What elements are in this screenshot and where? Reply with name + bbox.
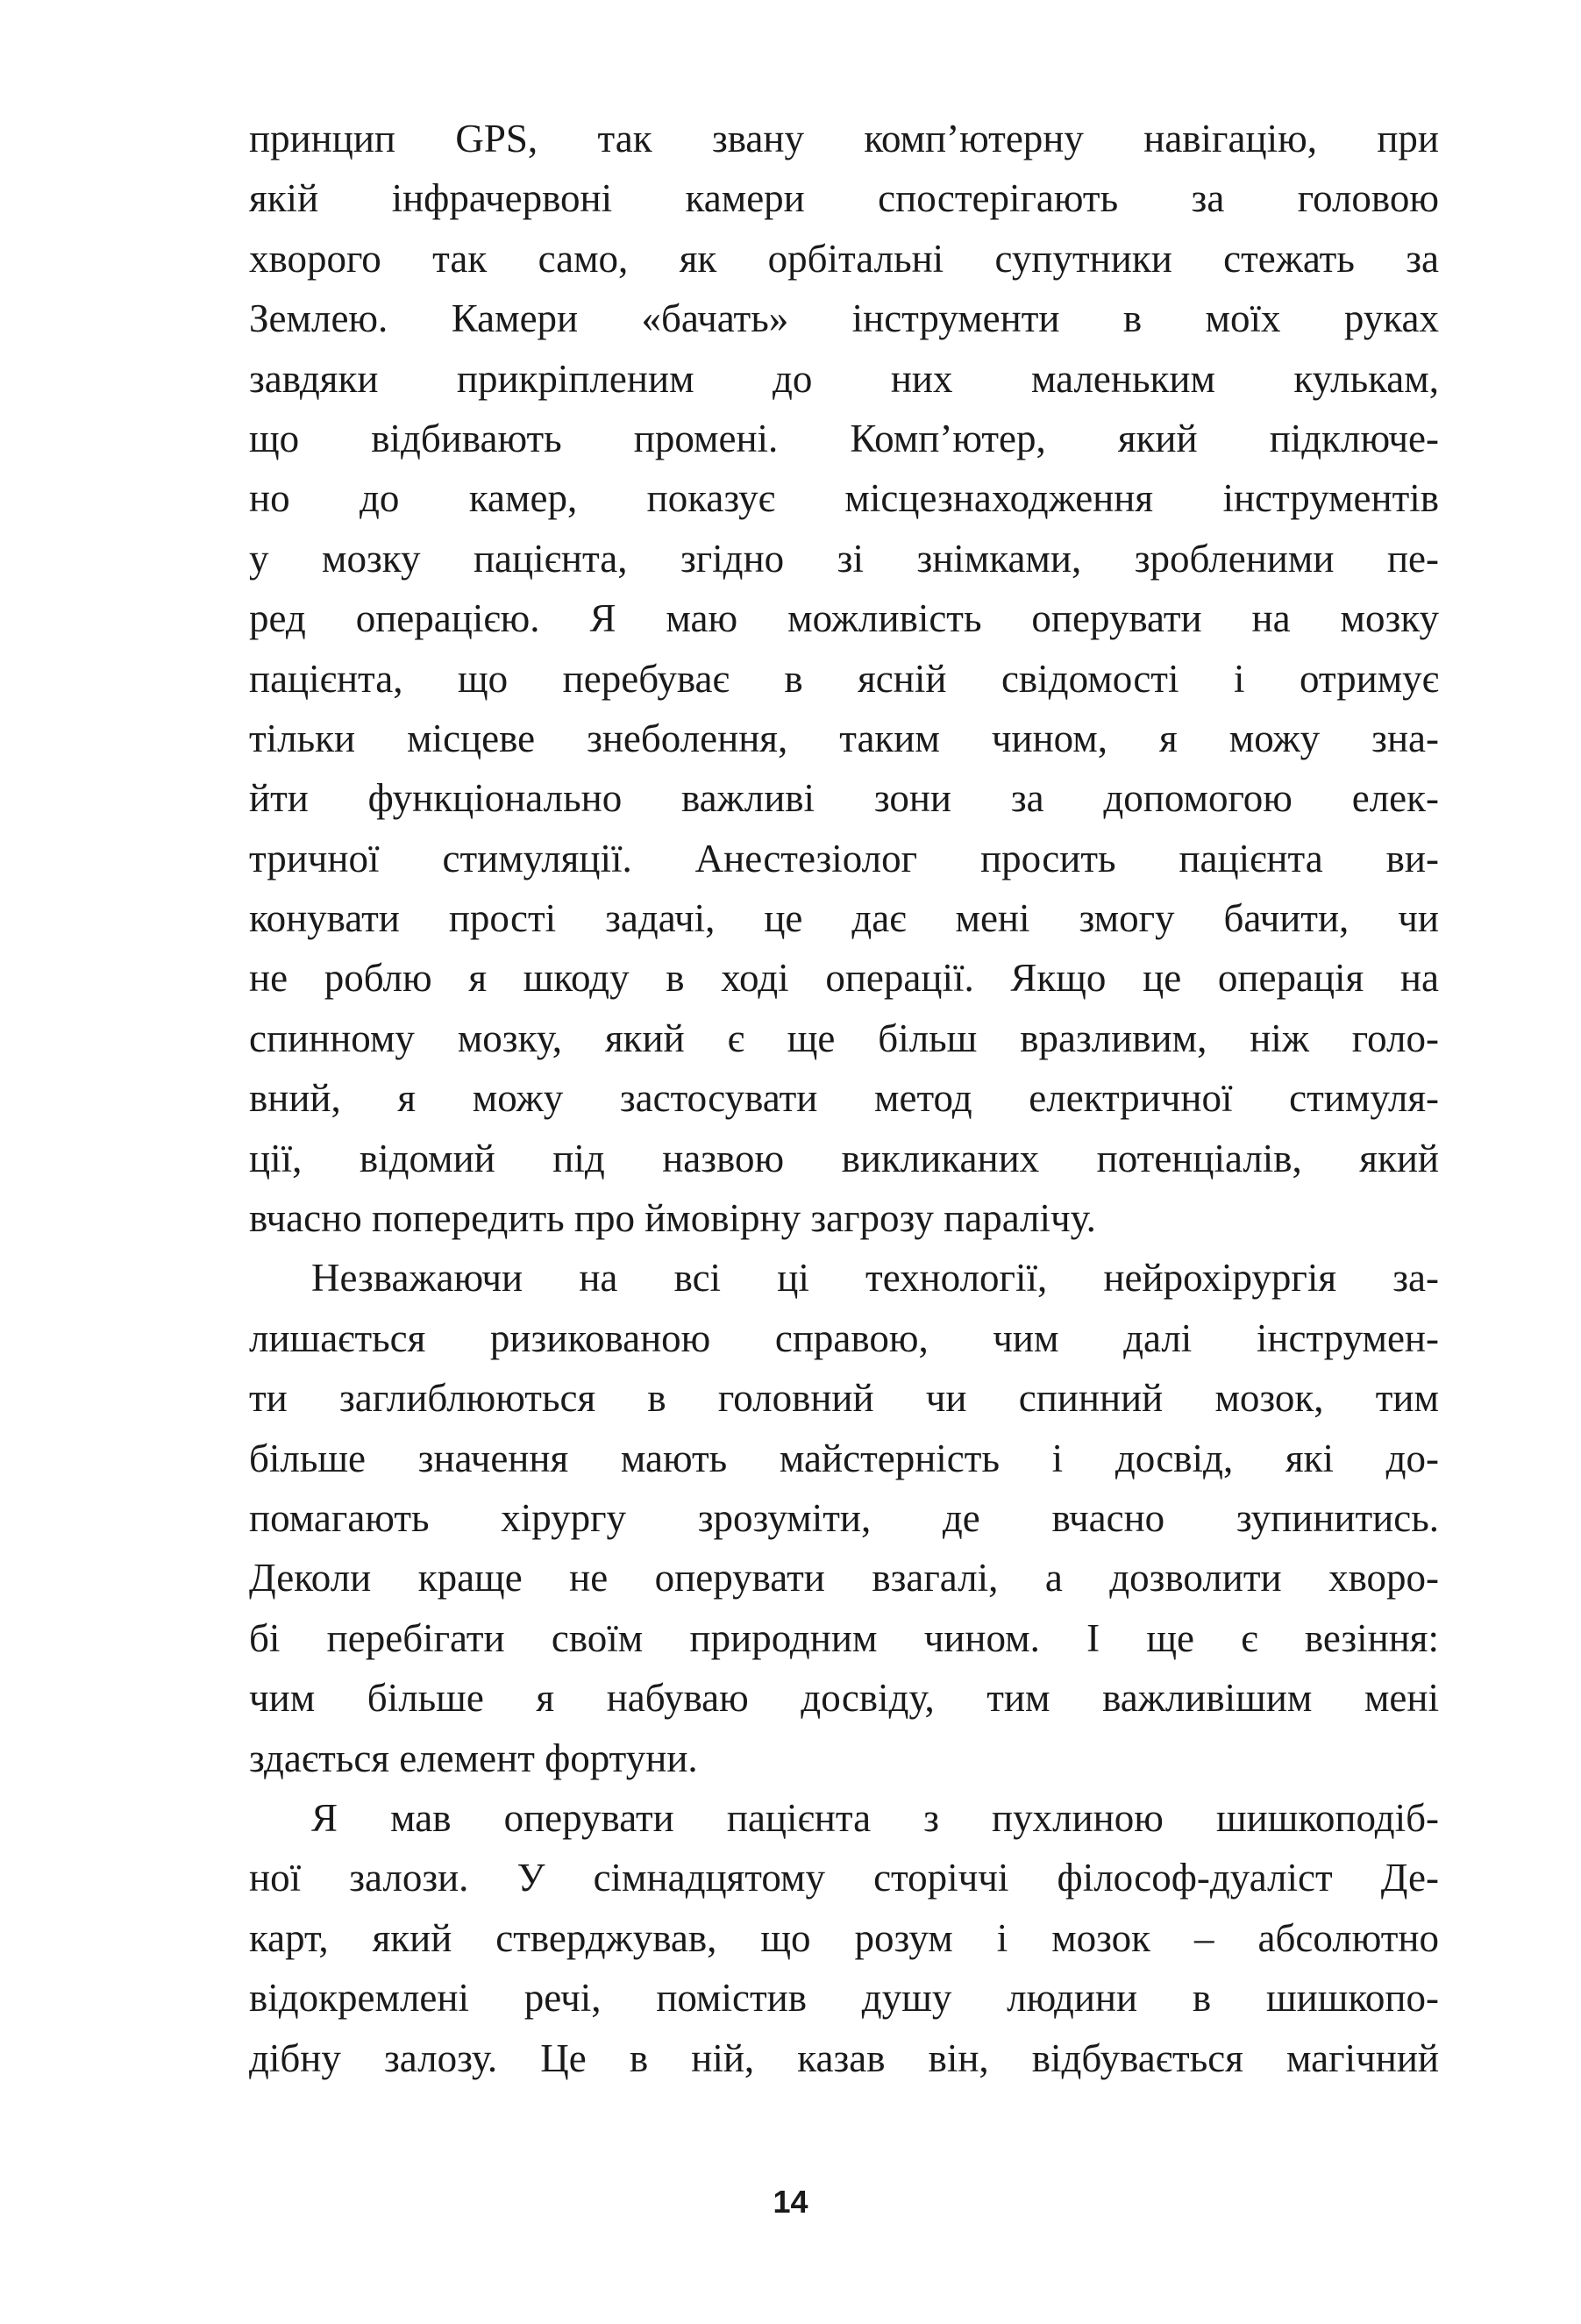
text-line: помагають хірургу зрозуміти, де вчасно зупинитись. xyxy=(249,1495,1439,1540)
text-line: Землею. Камери «бачать» інструменти в моїх руках xyxy=(249,296,1439,341)
text-line: ції, відомий під назвою викликаних потенціалів, який xyxy=(249,1136,1439,1180)
text-line: тричної стимуляції. Анестезіолог просить пацієнта ви- xyxy=(249,836,1439,880)
text-line: хворого так само, як орбітальні супутники стежать за xyxy=(249,236,1439,281)
text-line: Я мав оперувати пацієнта з пухлиною шишкоподіб- xyxy=(311,1795,1439,1840)
text-line: здається елемент фортуни. xyxy=(249,1736,698,1780)
text-line: йти функціонально важливі зони за допомогою елек- xyxy=(249,776,1439,821)
paragraph xyxy=(249,1248,1439,1788)
text-line: пацієнта, що перебуває в ясній свідомості і отримує xyxy=(249,656,1439,701)
text-line: у мозку пацієнта, згідно зі знімками, зробленими пе- xyxy=(249,536,1439,581)
text-line: но до камер, показує місцезнаходження інструментів xyxy=(249,476,1439,521)
text-line: якій інфрачервоні камери спостерігають за головою xyxy=(249,176,1439,221)
text-line: відокремлені речі, помістив душу людини в шишкопо- xyxy=(249,1976,1439,2021)
text-line: бі перебігати своїм природним чином. І ще є везіння: xyxy=(249,1615,1439,1660)
text-line: принцип GPS, так звану комп’ютерну навігацію, при xyxy=(249,117,1439,160)
body-text xyxy=(249,109,1439,2088)
text-line: спинному мозку, який є ще більш вразливим, ніж голо- xyxy=(249,1016,1439,1060)
text-line: ред операцією. Я маю можливість оперувати на мозку xyxy=(249,596,1439,641)
paragraph xyxy=(249,1788,1439,2088)
page-number: 14 xyxy=(773,2184,808,2220)
text-line: що відбивають промені. Комп’ютер, який підключе- xyxy=(249,416,1439,460)
text-line: конувати прості задачі, це дає мені змогу бачити, чи xyxy=(249,896,1439,941)
text-line: вний, я можу застосувати метод електричної стимуля- xyxy=(249,1076,1439,1121)
text-line: чим більше я набуваю досвіду, тим важливішим мені xyxy=(249,1676,1439,1721)
text-line: тільки місцеве знеболення, таким чином, я можу зна- xyxy=(249,716,1439,760)
text-line: Незважаючи на всі ці технології, нейрохірургія за- xyxy=(311,1256,1439,1301)
text-line: дібну залозу. Це в ній, казав він, відбувається магічний xyxy=(249,2035,1439,2080)
text-line: більше значення мають майстерність і досвід, які до- xyxy=(249,1436,1439,1480)
text-line: лишається ризикованою справою, чим далі інструмен- xyxy=(249,1315,1439,1360)
text-line: не роблю я шкоду в ході операції. Якщо це операція на xyxy=(249,956,1439,1001)
text-line: ти заглиблюються в головний чи спинний мозок, тим xyxy=(249,1376,1439,1421)
text-line: завдяки прикріпленим до них маленьким кулькам, xyxy=(249,356,1439,401)
text-line: карт, який стверджував, що розум і мозок – абсолютно xyxy=(249,1915,1439,1960)
text-line: вчасно попередить про ймовірну загрозу паралічу. xyxy=(249,1196,1096,1241)
paragraph xyxy=(249,109,1439,1248)
text-line: Деколи краще не оперувати взагалі, а дозволити хворо- xyxy=(249,1556,1439,1600)
text-line: ної залози. У сімнадцятому сторіччі філософ-дуаліст Де- xyxy=(249,1856,1439,1900)
